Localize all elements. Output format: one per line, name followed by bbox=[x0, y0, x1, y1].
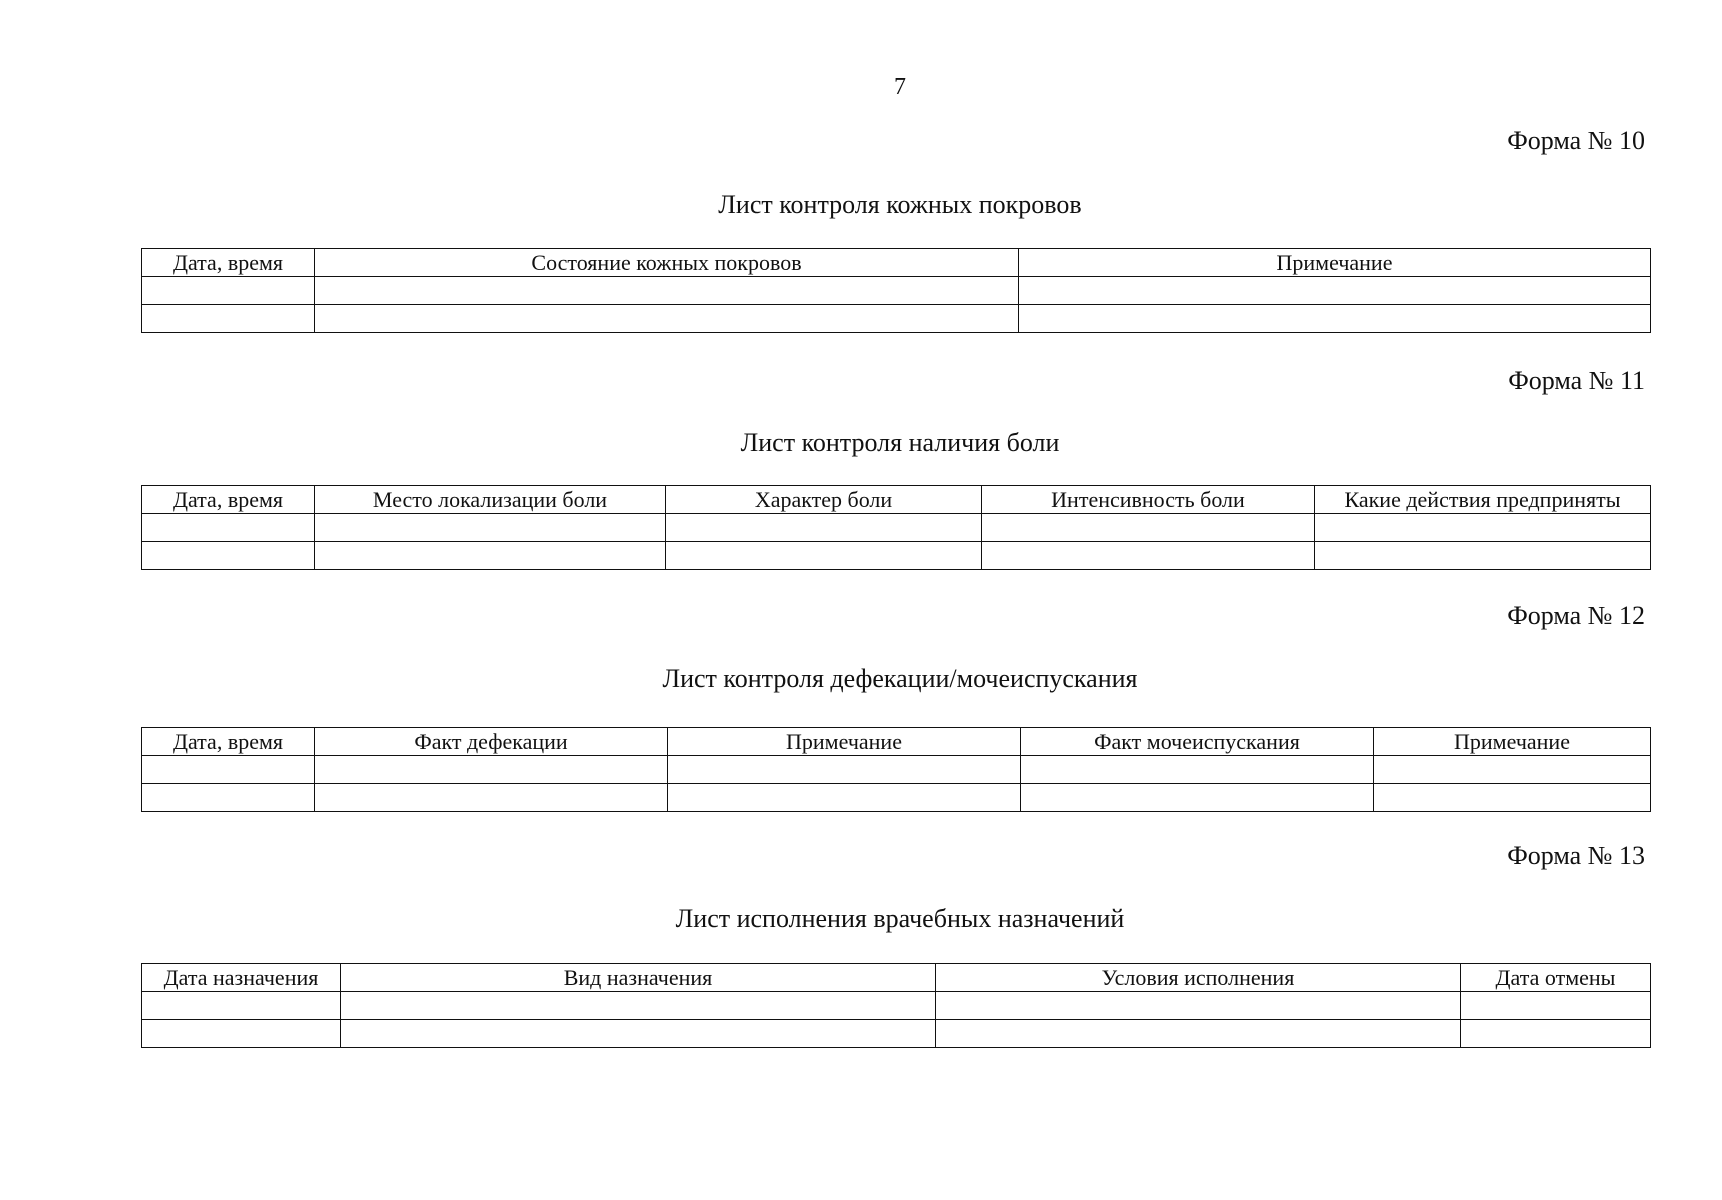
column-header: Дата отмены bbox=[1461, 964, 1651, 992]
column-header: Дата, время bbox=[142, 486, 315, 514]
form-13-title: Лист исполнения врачебных назначений bbox=[675, 904, 1125, 933]
table-cell[interactable] bbox=[315, 305, 1019, 333]
table-cell[interactable] bbox=[142, 992, 341, 1020]
page-number: 7 bbox=[894, 74, 906, 100]
form-10-label: Форма № 10 bbox=[1507, 126, 1645, 155]
column-header: Примечание bbox=[1019, 249, 1651, 277]
table-row bbox=[142, 514, 1651, 542]
column-header: Условия исполнения bbox=[936, 964, 1461, 992]
table-row bbox=[142, 305, 1651, 333]
table-cell[interactable] bbox=[1019, 305, 1651, 333]
table-cell[interactable] bbox=[315, 784, 668, 812]
form-13-label: Форма № 13 bbox=[1507, 841, 1645, 870]
form-11-table bbox=[141, 485, 1651, 570]
form-10-title: Лист контроля кожных покровов bbox=[718, 190, 1082, 219]
table-cell[interactable] bbox=[668, 784, 1021, 812]
table-header-row bbox=[142, 964, 1651, 992]
table-header-row bbox=[142, 728, 1651, 756]
column-header: Дата, время bbox=[142, 728, 315, 756]
column-header: Примечание bbox=[1374, 728, 1651, 756]
table-cell[interactable] bbox=[1374, 784, 1651, 812]
table-row bbox=[142, 1020, 1651, 1048]
table-cell[interactable] bbox=[315, 514, 666, 542]
form-13-table bbox=[141, 963, 1651, 1048]
table-cell[interactable] bbox=[1021, 784, 1374, 812]
column-header: Характер боли bbox=[666, 486, 982, 514]
table-cell[interactable] bbox=[142, 305, 315, 333]
table-cell[interactable] bbox=[142, 277, 315, 305]
table-row bbox=[142, 756, 1651, 784]
table-cell[interactable] bbox=[1461, 992, 1651, 1020]
table-row bbox=[142, 992, 1651, 1020]
column-header: Примечание bbox=[668, 728, 1021, 756]
table-cell[interactable] bbox=[341, 992, 936, 1020]
table-cell[interactable] bbox=[982, 514, 1315, 542]
table-cell[interactable] bbox=[315, 277, 1019, 305]
table-cell[interactable] bbox=[666, 514, 982, 542]
column-header: Интенсивность боли bbox=[982, 486, 1315, 514]
column-header: Место локализации боли bbox=[315, 486, 666, 514]
table-cell[interactable] bbox=[1021, 756, 1374, 784]
column-header: Факт мочеиспускания bbox=[1021, 728, 1374, 756]
form-10-table bbox=[141, 248, 1651, 333]
column-header: Какие действия предприняты bbox=[1315, 486, 1651, 514]
table-header-row bbox=[142, 486, 1651, 514]
table-cell[interactable] bbox=[142, 1020, 341, 1048]
table-cell[interactable] bbox=[982, 542, 1315, 570]
table-cell[interactable] bbox=[315, 542, 666, 570]
table-cell[interactable] bbox=[1315, 514, 1651, 542]
table-cell[interactable] bbox=[315, 756, 668, 784]
column-header: Вид назначения bbox=[341, 964, 936, 992]
table-cell[interactable] bbox=[142, 756, 315, 784]
table-cell[interactable] bbox=[666, 542, 982, 570]
column-header: Состояние кожных покровов bbox=[315, 249, 1019, 277]
table-cell[interactable] bbox=[936, 1020, 1461, 1048]
table-cell[interactable] bbox=[936, 992, 1461, 1020]
table-row bbox=[142, 542, 1651, 570]
table-cell[interactable] bbox=[668, 756, 1021, 784]
form-11-title: Лист контроля наличия боли bbox=[740, 428, 1060, 457]
table-row bbox=[142, 277, 1651, 305]
table-cell[interactable] bbox=[1461, 1020, 1651, 1048]
table-cell[interactable] bbox=[341, 1020, 936, 1048]
form-11-label: Форма № 11 bbox=[1508, 366, 1645, 395]
column-header: Дата, время bbox=[142, 249, 315, 277]
table-header-row bbox=[142, 249, 1651, 277]
form-12-table bbox=[141, 727, 1651, 812]
table-cell[interactable] bbox=[1315, 542, 1651, 570]
table-row bbox=[142, 784, 1651, 812]
form-12-title: Лист контроля дефекации/мочеиспускания bbox=[662, 664, 1138, 693]
table-cell[interactable] bbox=[142, 784, 315, 812]
table-cell[interactable] bbox=[1374, 756, 1651, 784]
column-header: Факт дефекации bbox=[315, 728, 668, 756]
table-cell[interactable] bbox=[142, 514, 315, 542]
table-cell[interactable] bbox=[142, 542, 315, 570]
form-12-label: Форма № 12 bbox=[1507, 601, 1645, 630]
column-header: Дата назначения bbox=[142, 964, 341, 992]
table-cell[interactable] bbox=[1019, 277, 1651, 305]
